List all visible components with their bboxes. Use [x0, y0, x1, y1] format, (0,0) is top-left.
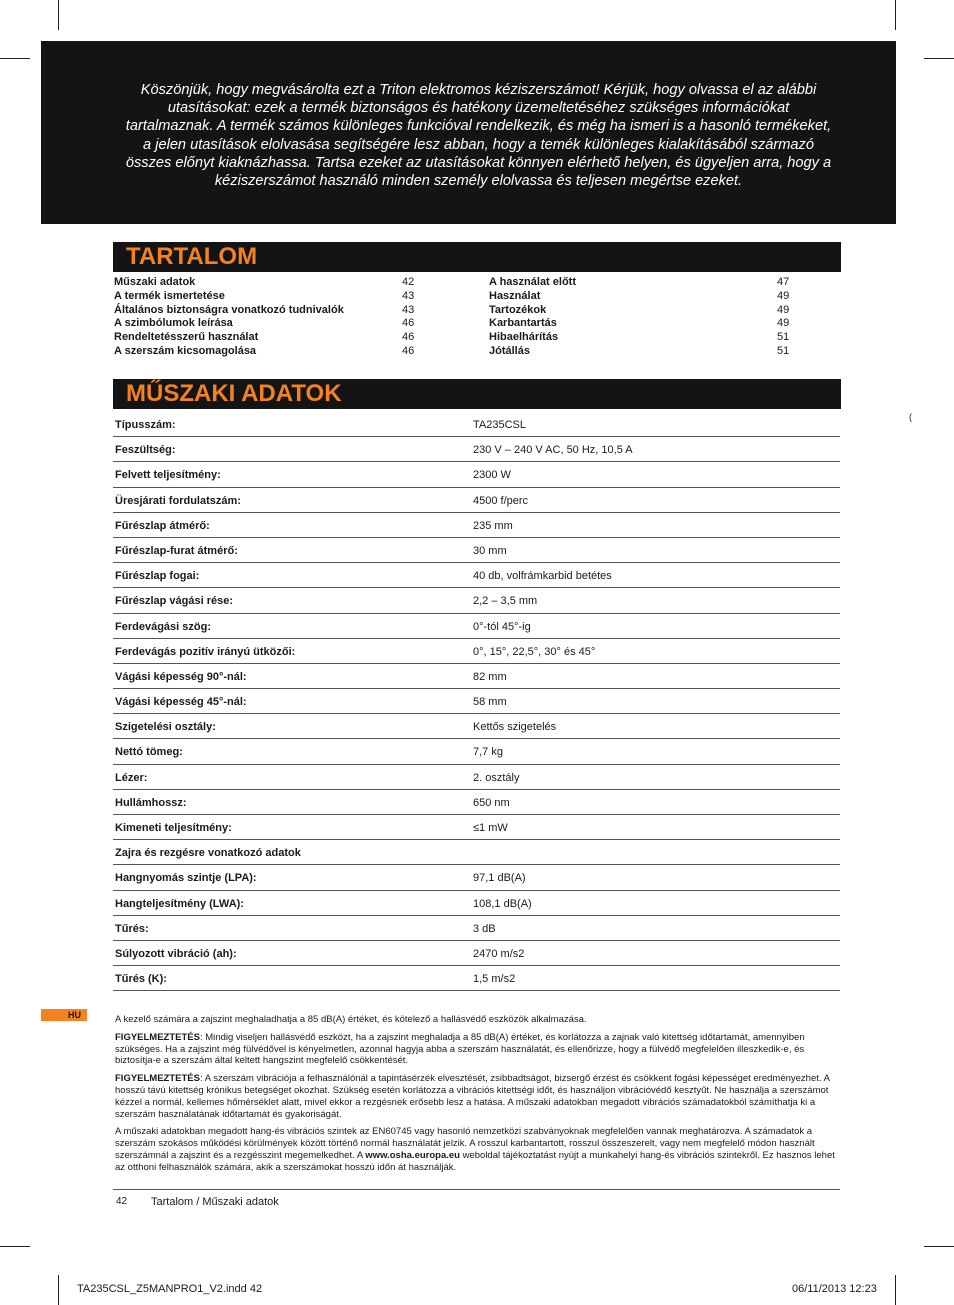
- spec-row: [113, 714, 840, 739]
- note-paragraph: [115, 1073, 841, 1120]
- toc-item-title: Rendeltetésszerű használat: [114, 331, 259, 344]
- toc-item[interactable]: [489, 304, 791, 318]
- spec-label: Hullámhossz:: [115, 796, 187, 809]
- toc-item-title: A szerszám kicsomagolása: [114, 344, 257, 357]
- toc-item-title: A termék ismertetése: [114, 289, 225, 302]
- warning-label: FIGYELMEZTETÉS: [115, 1031, 200, 1043]
- spec-row: [113, 488, 840, 513]
- spec-row: [113, 513, 840, 538]
- osha-link[interactable]: www.osha.europa.eu: [365, 1149, 460, 1161]
- toc-item-title: Műszaki adatok: [114, 276, 196, 288]
- spec-label: Felvett teljesítmény:: [115, 469, 221, 482]
- spec-row: [113, 563, 840, 588]
- note-paragraph: [115, 1126, 841, 1173]
- spec-label: Lézer:: [115, 771, 148, 784]
- intro-text: Köszönjük, hogy megvásárolta ezt a Triton elektromos kéziszerszámot! Kérjük, hogy olvassa el az alábbi utasításokat: ezek a termék biztonságos és hatékony üzemeltetéséhez szükséges információkat tartalmaznak. A termék számos különleges funkcióval rendelkezik, és még ha ismeri is a hasonló termékeket, a jelen utasítások elolvasása segítségére lesz abban, hogy a temék különleges kialakításából származó összes előnyt kiaknázhassa. Tartsa ezeket az utasításokat könnyen elérhető helyen, és ügyeljen arra, hogy a kéziszerszámot használó minden személy elolvassa és teljesen megértse ezeket.: [125, 82, 832, 190]
- toc-item-page: 43: [402, 303, 415, 316]
- toc-item[interactable]: [114, 304, 416, 318]
- spec-row: [113, 614, 840, 639]
- specs-heading-bar: [113, 379, 841, 409]
- notes-section: [115, 1014, 841, 1180]
- toc-right-column: [489, 276, 791, 359]
- spec-row: [113, 865, 840, 890]
- spec-value: 4500 f/perc: [473, 494, 529, 507]
- spec-label: Hangteljesítmény (LWA):: [115, 897, 244, 910]
- toc-item-page: 43: [402, 289, 415, 302]
- spec-label: Kimeneti teljesítmény:: [115, 822, 232, 834]
- toc-left-column: [114, 276, 416, 359]
- toc-item-title: A szimbólumok leírása: [114, 317, 233, 330]
- toc-heading: TARTALOM: [126, 243, 258, 270]
- toc-heading-bar: [113, 242, 841, 272]
- spec-row: [113, 790, 840, 815]
- spec-value: 108,1 dB(A): [473, 897, 532, 910]
- intro-banner: [41, 41, 896, 224]
- spec-value: 58 mm: [473, 696, 507, 709]
- toc-item[interactable]: [489, 317, 791, 331]
- spec-row: [113, 588, 840, 613]
- crop-mark: [924, 1246, 954, 1247]
- toc-item-title: Karbantartás: [489, 317, 557, 330]
- toc-item-page: 49: [777, 317, 790, 330]
- crop-mark: [0, 58, 30, 59]
- crop-mark: [895, 0, 896, 30]
- crop-mark: [895, 1275, 896, 1305]
- toc-item-title: Használat: [489, 289, 541, 302]
- spec-value: 7,7 kg: [473, 746, 503, 759]
- spec-label: Feszültség:: [115, 444, 176, 457]
- spec-label: Súlyozott vibráció (ah):: [115, 947, 237, 960]
- toc-item[interactable]: [114, 331, 416, 345]
- spec-row: [113, 689, 840, 714]
- toc-item-title: Hibaelhárítás: [489, 331, 559, 344]
- spec-row: [113, 840, 840, 865]
- crop-mark: [58, 0, 59, 30]
- spec-value: 2. osztály: [473, 771, 520, 784]
- toc-item-page: 46: [402, 331, 415, 344]
- toc-item[interactable]: [489, 345, 791, 359]
- toc-item[interactable]: [114, 345, 416, 359]
- toc-item-page: 49: [777, 303, 790, 316]
- toc-item[interactable]: [114, 290, 416, 304]
- slug-date: 06/11/2013 12:23: [792, 1283, 877, 1295]
- spec-label: Ferdevágás pozitív irányú ütközői:: [115, 645, 296, 658]
- specs-heading: MŰSZAKI ADATOK: [126, 380, 342, 407]
- language-tab: HU: [41, 1009, 87, 1021]
- spec-value: 1,5 m/s2: [473, 973, 516, 986]
- stray-mark: (: [909, 412, 912, 422]
- spec-row: [113, 462, 840, 487]
- toc-item-title: A használat előtt: [489, 276, 576, 288]
- spec-value: ≤1 mW: [473, 822, 508, 834]
- note-text: A műszaki adatokban megadott hang-és vibrációs szintek az EN60745 vagy hasonló nemzetközi szabványoknak megfelelően vannak meghatározva. A számadatok a szerszám szokásos működési körülmények között történő normál használatát jelzik. A rosszul karbantartott, rosszul összeszerelt, vagy nem megfelelő módon használt szerszámnál a zajszint és a rezgésszint megemelkedhet. A: [115, 1126, 815, 1161]
- warning-label: FIGYELMEZTETÉS: [115, 1073, 200, 1085]
- warning-text: : A szerszám vibrációja a felhasználónál a tapintásérzék elvesztését, zsibbadtságot, bizsergő érzést és csökkent fogási képességet eredményezhet. A hosszú távú kitettség krónikus betegséget okozhat. Szükség esetén korlátozza a vibrációs kitettségi időt, és használjon vibrációvédő kesztyűt. Ne használja a szerszámot kézzel a normál, kellemes hőmérséklet alatt, mivel ekkor a rezgésnek erősebb lesz a hatása. A műszaki adatokban megadott vibrációs számadatokból számíthatja ki a szerszám használatának időtartamát és gyakoriságát.: [115, 1073, 830, 1120]
- toc-item-page: 42: [402, 276, 415, 288]
- spec-label: Tűrés:: [115, 922, 149, 935]
- spec-row: [113, 664, 840, 689]
- warning-text: : Mindig viseljen hallásvédő eszközt, ha a zajszint meghaladja a 85 dB(A) értéket, és korlátozza a zajnak való kitettség időtartamát, amennyiben szükséges. Ha a zajszint még fülvédővel is kényelmetlen, azonnal hagyja abba a szerszám használatát, és ellenőrizze, hogy a fülvédő megfelelően illeszkedik-e, és biztosítja-e a szerszám által keltett hangszint megfelelő csökkentését.: [115, 1031, 805, 1067]
- spec-label: Nettó tömeg:: [115, 746, 183, 759]
- crop-mark: [924, 58, 954, 59]
- spec-row: [113, 739, 840, 764]
- toc-item-page: 46: [402, 317, 415, 330]
- spec-label: Fűrészlap fogai:: [115, 570, 200, 583]
- spec-value: 3 dB: [473, 922, 496, 935]
- toc-item-page: 51: [777, 344, 790, 357]
- toc-item-title: Tartozékok: [489, 303, 547, 316]
- toc-item[interactable]: [489, 331, 791, 345]
- spec-value: 82 mm: [473, 670, 507, 683]
- spec-label: Zajra és rezgésre vonatkozó adatok: [115, 847, 301, 860]
- note-paragraph: [115, 1032, 841, 1067]
- spec-row: [113, 916, 840, 941]
- toc-item[interactable]: [114, 276, 416, 290]
- spec-value: 0°-tól 45°-ig: [473, 620, 531, 633]
- note-text: weboldal tájékoztatást nyújt a munkahelyi hang-és vibrációs szintekről. Ez hasznos lehet az otthoni felhasználók számára, akik a szerszámokat hosszú időn át használják.: [115, 1149, 835, 1173]
- spec-value: 2300 W: [473, 469, 511, 482]
- toc-item-page: 46: [402, 344, 415, 357]
- toc-item-title: Általános biztonságra vonatkozó tudnivalók: [114, 303, 344, 316]
- spec-row: [113, 765, 840, 790]
- spec-label: Fűrészlap átmérő:: [115, 519, 210, 532]
- spec-label: Vágási képesség 45°-nál:: [115, 696, 247, 709]
- spec-value: TA235CSL: [473, 419, 526, 431]
- spec-row: [113, 639, 840, 664]
- spec-label: Tűrés (K):: [115, 973, 167, 986]
- toc-item-page: 49: [777, 289, 790, 302]
- spec-value: 30 mm: [473, 544, 507, 557]
- footer-divider: [113, 1189, 840, 1190]
- spec-label: Hangnyomás szintje (LPA):: [115, 872, 257, 885]
- toc-item[interactable]: [114, 317, 416, 331]
- toc-item-title: Jótállás: [489, 344, 530, 357]
- spec-value: 2470 m/s2: [473, 947, 525, 960]
- spec-label: Üresjárati fordulatszám:: [115, 494, 241, 507]
- spec-label: Típusszám:: [115, 419, 176, 431]
- spec-value: 0°, 15°, 22,5°, 30° és 45°: [473, 645, 596, 658]
- note-paragraph: A kezelő számára a zajszint meghaladhatja a 85 dB(A) értéket, és kötelező a hallásvédő eszközök alkalmazása.: [115, 1014, 587, 1025]
- spec-label: Ferdevágási szög:: [115, 620, 211, 633]
- spec-value: 2,2 – 3,5 mm: [473, 595, 538, 608]
- spec-value: 235 mm: [473, 519, 513, 532]
- toc-item[interactable]: [489, 276, 791, 290]
- specs-table: [113, 412, 840, 991]
- spec-value: 97,1 dB(A): [473, 872, 526, 885]
- footer-section: Tartalom / Műszaki adatok: [151, 1196, 279, 1208]
- spec-row: [113, 815, 840, 840]
- spec-value: Kettős szigetelés: [473, 721, 557, 734]
- page-number: 42: [116, 1196, 128, 1207]
- spec-row: [113, 412, 840, 437]
- spec-label: Fűrészlap-furat átmérő:: [115, 544, 238, 557]
- spec-row: [113, 966, 840, 991]
- crop-mark: [0, 1246, 30, 1247]
- spec-row: [113, 941, 840, 966]
- spec-value: 650 nm: [473, 796, 510, 809]
- spec-row: [113, 437, 840, 462]
- slug-file: TA235CSL_Z5MANPRO1_V2.indd 42: [77, 1283, 263, 1295]
- spec-value: 40 db, volfrámkarbid betétes: [473, 570, 612, 583]
- toc-item-page: 51: [777, 331, 790, 344]
- spec-row: [113, 891, 840, 916]
- toc-item[interactable]: [489, 290, 791, 304]
- spec-label: Vágási képesség 90°-nál:: [115, 670, 247, 683]
- spec-label: Fűrészlap vágási rése:: [115, 595, 234, 608]
- spec-label: Szigetelési osztály:: [115, 721, 216, 734]
- crop-mark: [58, 1275, 59, 1305]
- spec-row: [113, 538, 840, 563]
- toc-item-page: 47: [777, 276, 790, 288]
- spec-value: 230 V – 240 V AC, 50 Hz, 10,5 A: [473, 444, 633, 457]
